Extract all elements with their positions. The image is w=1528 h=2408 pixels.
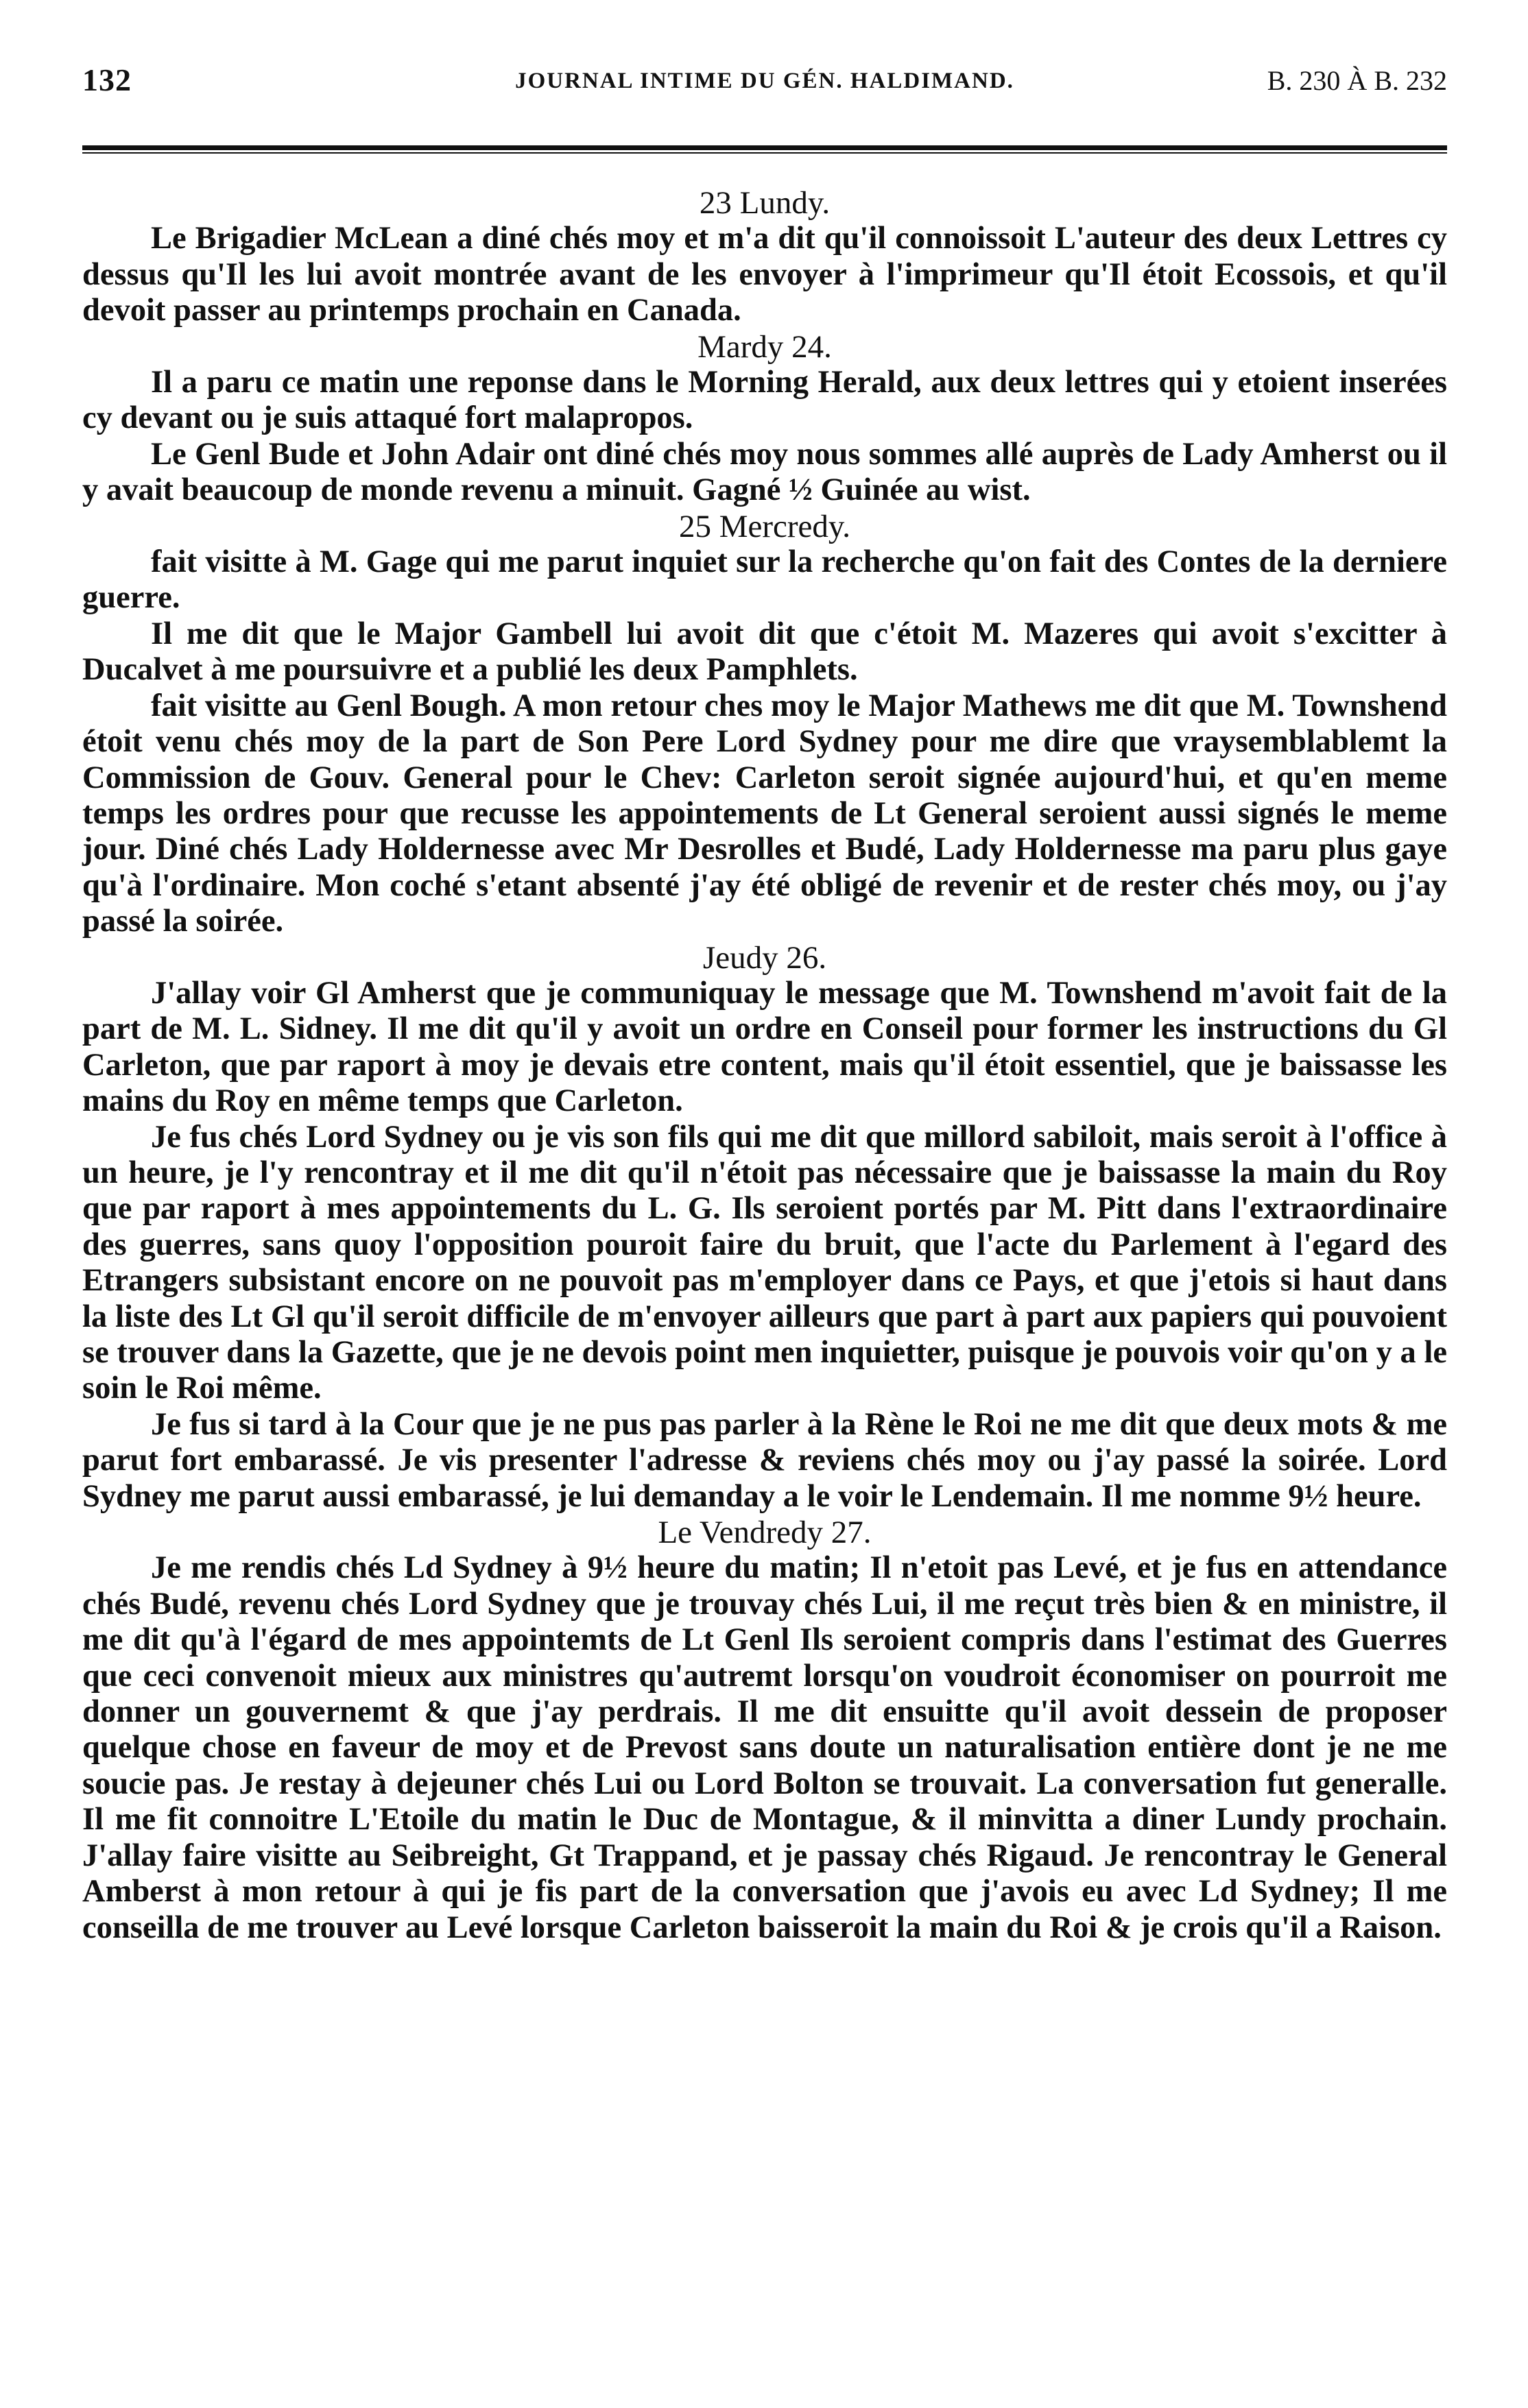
entry-paragraph: fait visitte à M. Gage qui me parut inquiet sur la recherche qu'on fait des Contes de la derniere guerre. [82,544,1447,616]
entry-date: 23 Lundy. [699,185,831,221]
entry-paragraph: Il me dit que le Major Gambell lui avoit dit que c'étoit M. Mazeres qui avoit s'excitter à Ducalvet à me poursuivre et a publié les deux Pamphlets. [82,616,1447,688]
entry-date: Jeudy 26. [702,939,827,976]
entry-paragraph: Le Brigadier McLean a diné chés moy et m'a dit qu'il connoissoit L'auteur des deux Lettres cy dessus qu'Il les lui avoit montrée avant de les envoyer à l'imprimeur qu'Il étoit Ecossois, et qu'il devoit passer au printemps prochain en Canada. [82,221,1447,328]
header-rule [82,145,1447,154]
entry-paragraph: J'allay voir Gl Amherst que je communiquay le message que M. Townshend m'avoit fait de la part de M. L. Sidney. Il me dit qu'il y avoit un ordre en Conseil pour former les instructions du Gl Carleton, que par raport à moy je devais etre content, mais qu'il étoit essentiel, que je baissasse les mains du Roy en même temps que Carleton. [82,975,1447,1119]
entry-date: 25 Mercredy. [678,508,851,544]
entry-date: Mardy 24. [697,328,832,365]
journal-body [82,185,1447,1946]
entry-date: Le Vendredy 27. [658,1515,872,1551]
entry-paragraph: Je me rendis chés Ld Sydney à 9½ heure du matin; Il n'etoit pas Levé, et je fus en attendance chés Budé, revenu chés Lord Sydney que je trouvay chés Lui, il me reçut très bien & en ministre, il me dit qu'à l'égard de mes appointemts de Lt Genl Ils seroient compris dans l'estimat des Guerres que ceci convenoit mieux aux ministres qu'autremt lorsqu'on voudroit économiser on pourroit me donner un gouvernemt & que j'ay perdrais. Il me dit ensuitte qu'il avoit dessein de proposer quelque chose en faveur de moy et de Prevost sans doute un naturalisation entière dont je ne me soucie pas. Je restay à dejeuner chés Lui ou Lord Bolton se trouvait. La conversation fut generalle. Il me fit connoitre L'Etoile du matin le Duc de Montague, & il minvitta a diner Lundy prochain. J'allay faire visitte au Seibreight, Gt Trappand, et je passay chés Rigaud. Je rencontray le General Amberst à mon retour à qui je fis part de la conversation que j'avois eu avec Ld Sydney; Il me conseilla de me trouver au Levé lorsque Carleton baisseroit la main du Roi & je crois qu'il a Raison. [82,1550,1447,1945]
entry-paragraph: Le Genl Bude et John Adair ont diné chés moy nous sommes allé auprès de Lady Amherst ou il y avait beaucoup de monde revenu a minuit. Gagné ½ Guinée au wist. [82,436,1447,508]
reference-range: B. 230 À B. 232 [1267,65,1447,96]
journal-title: JOURNAL INTIME DU GÉN. HALDIMAND. [515,69,1014,93]
page-number: 132 [82,62,132,97]
document-page [82,62,1447,2379]
entry-paragraph: fait visitte au Genl Bough. A mon retour ches moy le Major Mathews me dit que M. Townshend étoit venu chés moy de la part de Son Pere Lord Sydney pour me dire que vraysemblablemt la Commission de Gouv. General pour le Chev: Carleton seroit signée aujourd'hui, et qu'en meme temps les ordres pour que recusse les appointements de Lt General seroient aussi signés le meme jour. Diné chés Lady Holdernesse avec Mr Desrolles et Budé, Lady Holdernesse ma paru plus gaye qu'à l'ordinaire. Mon coché s'etant absenté j'ay été obligé de revenir et de rester chés moy, ou j'ay passé la soirée. [82,688,1447,939]
entry-paragraph: Il a paru ce matin une reponse dans le Morning Herald, aux deux lettres qui y etoient inserées cy devant ou je suis attaqué fort malapropos. [82,365,1447,436]
entry-paragraph: Je fus chés Lord Sydney ou je vis son fils qui me dit que millord sabiloit, mais seroit à l'office à un heure, je l'y rencontray et il me dit qu'il n'étoit pas nécessaire que je baissasse la main du Roy que par raport à mes appointements du L. G. Ils seroient portés par M. Pitt dans l'extraordinaire des guerres, sans quoy l'opposition pouroit faire du bruit, que l'acte du Parlement à l'egard des Etrangers subsistant encore on ne pouvoit pas m'employer dans ce Pays, et que j'etois si haut dans la liste des Lt Gl qu'il seroit difficile de m'envoyer ailleurs que part à part aux papiers qui pouvoient se trouver dans la Gazette, que je ne devois point men inquietter, puisque je pouvois voir qu'on y a le soin le Roi même. [82,1119,1447,1406]
running-head [82,62,1447,110]
entry-paragraph: Je fus si tard à la Cour que je ne pus pas parler à la Rène le Roi ne me dit que deux mots & me parut fort embarassé. Je vis presenter l'adresse & reviens chés moy ou j'ay passé la soirée. Lord Sydney me parut aussi embarassé, je lui demanday a le voir le Lendemain. Il me nomme 9½ heure. [82,1406,1447,1514]
